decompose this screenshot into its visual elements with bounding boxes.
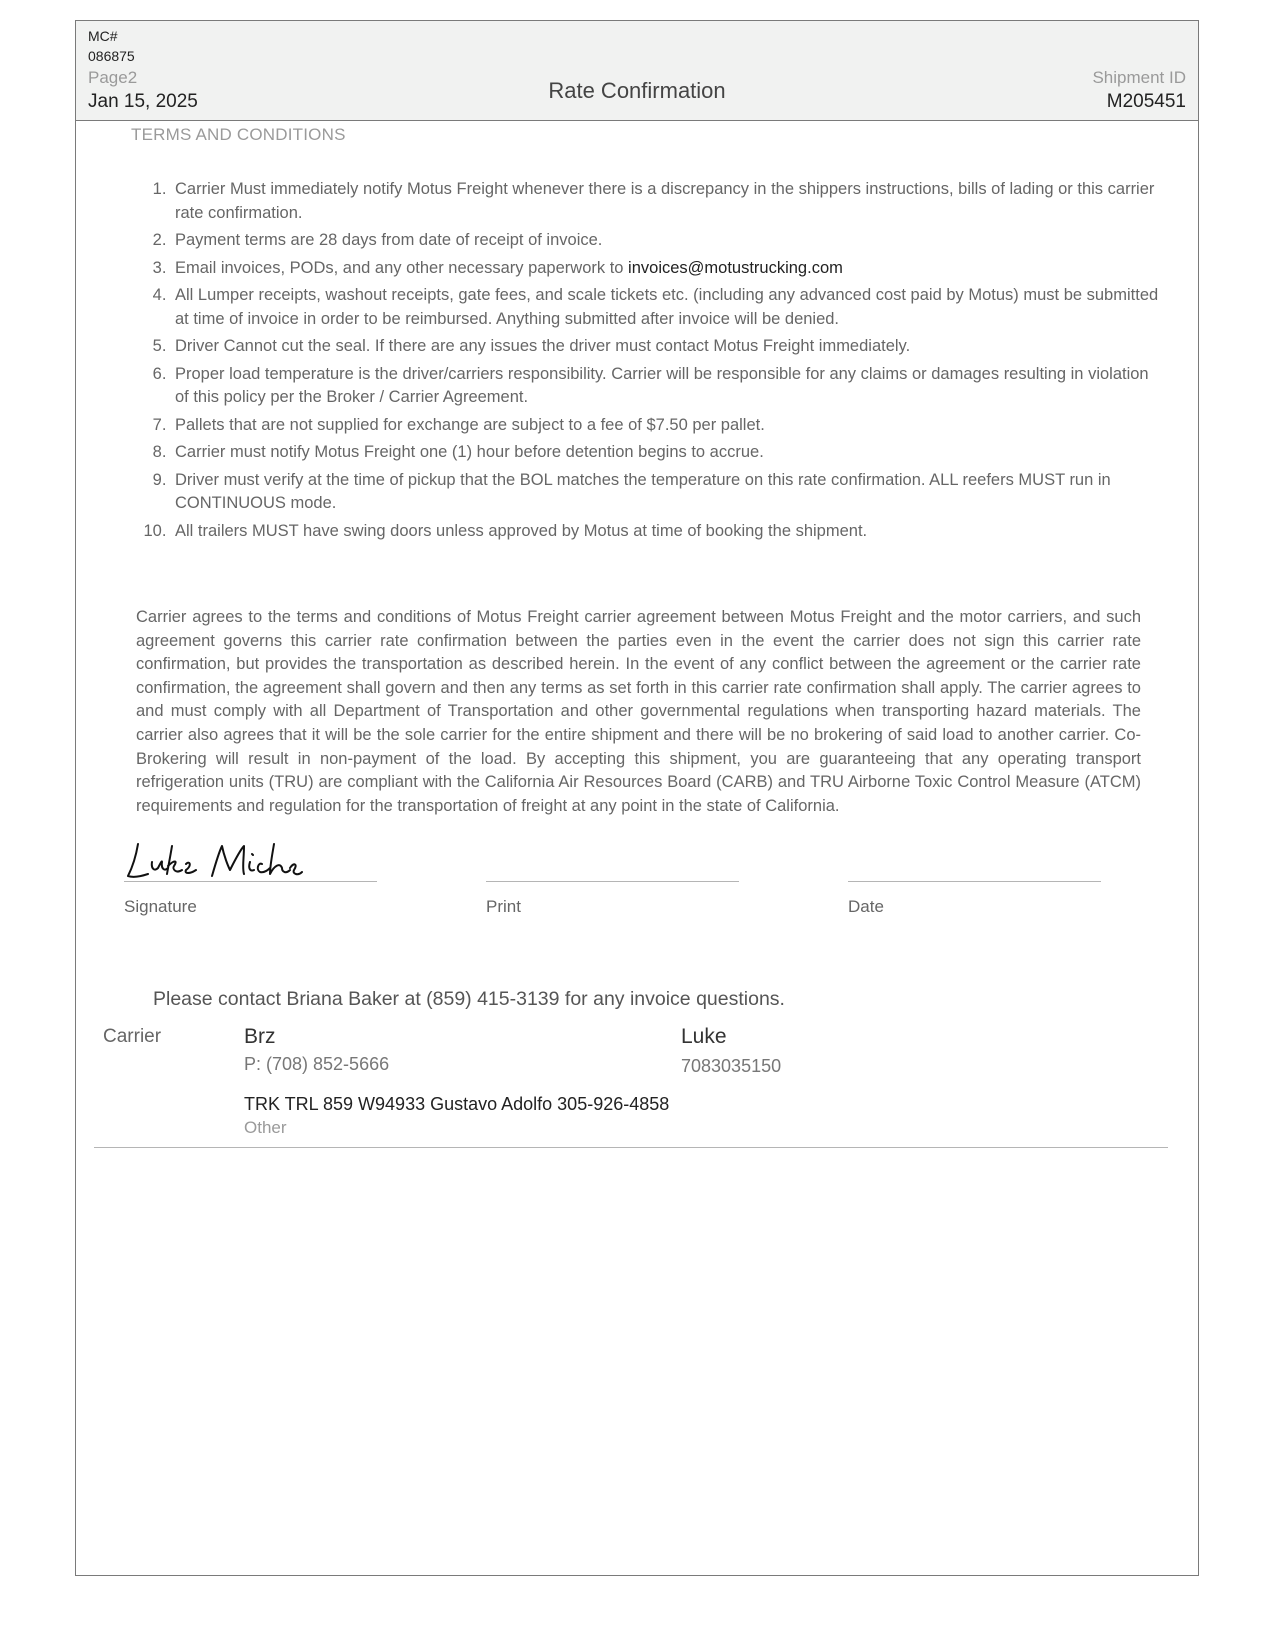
term-text: Carrier must notify Motus Freight one (1) hour before detention begins to accrue. xyxy=(175,443,764,461)
mc-number: 086875 xyxy=(88,48,135,64)
term-text: Proper load temperature is the driver/carriers responsibility. Carrier will be responsible for any claims or damages resulting in violation of this policy per the Broker / Carrier Agreement. xyxy=(175,364,1149,406)
term-text: All trailers MUST have swing doors unless approved by Motus at time of booking the shipment. xyxy=(175,521,868,540)
page-title: Rate Confirmation xyxy=(548,78,726,103)
carrier-label: Carrier xyxy=(103,1026,162,1047)
mc-label: MC# xyxy=(88,28,118,44)
carrier-name: Brz xyxy=(244,1025,276,1048)
term-text: Driver Cannot cut the seal. If there are any issues the driver must contact Motus Freight immediately. xyxy=(175,337,911,355)
shipment-id-label: Shipment ID xyxy=(1092,68,1186,87)
carrier-contact-phone: 7083035150 xyxy=(681,1056,782,1076)
invoice-contact-note: Please contact Briana Baker at (859) 415-3139 for any invoice questions. xyxy=(153,988,785,1010)
term-text: Email invoices, PODs, and any other necessary paperwork to xyxy=(175,258,629,277)
carrier-other-label: Other xyxy=(244,1118,287,1137)
term-text: Driver must verify at the time of pickup that the BOL matches the temperature on this rate confirmation. ALL reefers MUST run in CONTINUOUS mode. xyxy=(175,470,1111,512)
carrier-contact-name: Luke xyxy=(681,1025,727,1048)
print-line xyxy=(486,881,739,882)
document-frame xyxy=(75,20,1199,1576)
term-item xyxy=(171,229,1161,253)
carrier-agreement-text: Carrier agrees to the terms and conditions of Motus Freight carrier agreement between Motus Freight and the motor carriers, and such agreement governs this carrier rate confirmation between the parties even in the event the carrier does not sign this carrier rate confirmation, but provides the transportation as described herein. In the event of any conflict between the agreement or the carrier rate confirmation, the agreement shall govern and then any terms as set forth in this carrier rate confirmation shall apply. The carrier agrees to and must comply with all Department of Transportation and other governmental regulations when transporting hazard materials. The carrier also agrees that it will be the sole carrier for the entire shipment and there will be no brokering of said load to another carrier. Co-Brokering will result in non-payment of the load. By accepting this shipment, you are guaranteeing that any operating transport refrigeration units (TRU) are compliant with the California Air Resources Board (CARB) and TRU Airborne Toxic Control Measure (ATCM) requirements and regulation for the transportation of freight at any point in the state of California. xyxy=(136,608,1141,815)
carrier-phone: P: (708) 852-5666 xyxy=(244,1054,390,1074)
term-text: Payment terms are 28 days from date of receipt of invoice. xyxy=(175,231,603,249)
terms-list xyxy=(131,178,1161,547)
page-label: Page2 xyxy=(88,68,138,87)
term-item xyxy=(171,363,1161,410)
signature-label: Signature xyxy=(124,897,197,916)
signature-line xyxy=(124,881,377,882)
print-label: Print xyxy=(486,897,521,916)
term-item xyxy=(171,441,1161,465)
term-item xyxy=(171,520,1161,544)
document-header xyxy=(76,21,1198,121)
document-date: Jan 15, 2025 xyxy=(88,91,198,112)
shipment-id: M205451 xyxy=(1106,91,1186,112)
carrier-other-value: TRK TRL 859 W94933 Gustavo Adolfo 305-926-4858 xyxy=(244,1094,670,1114)
term-item xyxy=(171,414,1161,438)
term-text: Carrier Must immediately notify Motus Freight whenever there is a discrepancy in the shippers instructions, bills of lading or this carrier rate confirmation. xyxy=(175,180,1155,222)
section-divider xyxy=(94,1147,1168,1148)
term-item xyxy=(171,178,1161,225)
handwritten-signature xyxy=(124,836,304,886)
term-text: Pallets that are not supplied for exchange are subject to a fee of $7.50 per pallet. xyxy=(175,415,765,434)
date-line xyxy=(848,881,1101,882)
invoice-email-link[interactable]: invoices@motustrucking.com xyxy=(628,258,843,277)
term-item xyxy=(171,257,1161,281)
terms-heading: TERMS AND CONDITIONS xyxy=(131,125,346,144)
term-item xyxy=(171,284,1161,331)
term-text: All Lumper receipts, washout receipts, gate fees, and scale tickets etc. (including any advanced cost paid by Motus) must be submitted at time of invoice in order to be reimbursed. Anything submitted after invoice will be denied. xyxy=(175,286,1159,328)
term-item xyxy=(171,335,1161,359)
term-item xyxy=(171,469,1161,516)
date-label: Date xyxy=(848,897,884,916)
